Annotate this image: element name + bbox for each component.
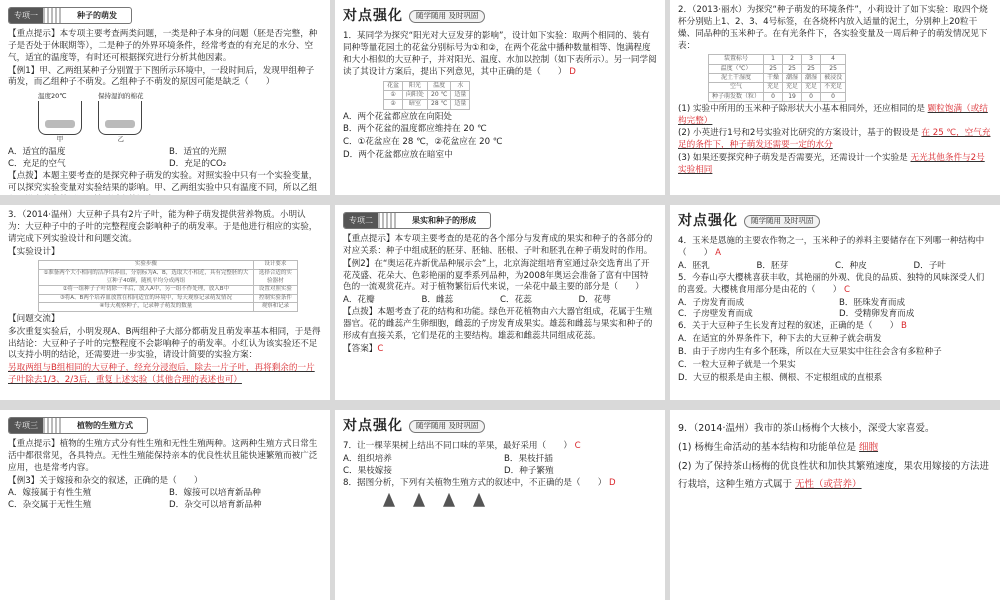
table-cell: 干燥 (764, 73, 783, 82)
table-cell: 花盆 (384, 81, 403, 90)
option-b: B．嫁接可以培育新品种 (169, 488, 261, 499)
table-cell: ④每天观察种子，记录种子萌发的数量 (39, 303, 254, 312)
answer-label: 【答案】 (343, 343, 378, 354)
option-c: C．一粒大豆种子就是一个果实 (678, 359, 796, 370)
question-9: 9．（2014·温州）我市的茶山杨梅个大核小，深受大家喜爱。 (678, 423, 935, 434)
table-cell: 水 (451, 81, 470, 90)
table-cell: 2 (783, 55, 802, 64)
option-d: D．大豆的根系是由主根、侧根、不定根组成的直根系 (678, 372, 883, 383)
sub-question-text: (3) 如果还要探究种子萌发是否需要光，还需设计一个实验是 (678, 153, 908, 164)
option-b: B．胚芽 (756, 261, 789, 272)
table-cell: 充足 (764, 83, 783, 92)
answer-value: 另取两组与B组相同的大豆种子，经充分浸泡后，除去一片子叶，再将剩余的一片子叶除去1/3、2/3后，重复上述实验（其他合理的表述也可） (8, 363, 315, 386)
option-a: A．子房发育而成 (678, 297, 745, 308)
question-3: 3．（2014·温州）大豆种子具有2片子叶，能为种子萌发提供营养物质。小明认为：大豆种子中的子叶的完整程度会影响种子的萌发率。于是他进行相应的实验，请完成下列实验设计和问题交流。 (8, 210, 318, 244)
answer-value: C (574, 441, 581, 452)
option-d: D．种子繁殖 (504, 466, 554, 477)
header-title: 对点强化 (343, 8, 403, 24)
design-label: 【实验设计】 (8, 246, 60, 257)
discuss-label: 【问题交流】 (8, 313, 60, 324)
answer-value: D (569, 66, 576, 77)
sub-question-text: (1) 杨梅生命活动的基本结构和功能单位是 (678, 442, 856, 454)
table-cell: 阳光 (403, 81, 428, 90)
table-cell: 4 (821, 55, 846, 64)
key-tip: 【重点提示】本专项主要考查的是花的各个部分与发育成的果实和种子的各部分的对应关系：种子中组成胚的胚芽、胚轴、胚根、子叶和胚乳在种子萌发时的作用。 (343, 234, 653, 256)
cotton-label: 保持湿润的棉花 (98, 92, 144, 101)
header-pill: 随学随用 及时巩固 (409, 420, 485, 432)
table-cell: 温度（℃） (709, 64, 764, 73)
slide-header (8, 7, 132, 24)
question-5 (678, 273, 992, 297)
table-cell: ③将A、B两个培养皿放置在相同适宜的环境中，每天观察记录萌发情况 (39, 294, 254, 303)
slide-6 (670, 205, 1000, 400)
header-title: 对点强化 (678, 213, 738, 229)
jar-yi (98, 101, 142, 135)
question-text: 8．据图分析，下列有关植物生殖方式的叙述中，不正确的是（ ） (343, 477, 607, 488)
answer-value: 在 25 ℃，空气充足的条件下，种子萌发还需要一定的水分 (678, 128, 991, 151)
header-decoration (43, 8, 63, 23)
option-b: B．两个花盆的温度都应维持在 20 ℃ (343, 124, 487, 135)
answer-value: 无性（或营养） (795, 479, 862, 491)
question-4 (678, 236, 992, 260)
slide-3 (670, 0, 1000, 195)
table-cell: 被浸没 (821, 73, 846, 82)
slide-header (343, 417, 485, 436)
example-question: 【例2】在“奥运花卉新优品种展示会”上，北京海淀组培育室通过杂交选育出了开花茂盛、花朵大、色彩艳丽的夏季系列品种，为2008年奥运会准备了富有中国特色的一流观赏花卉。对于植物繁衍后代来说，一朵花中最主要的部分是（ ） (343, 258, 650, 293)
plant-icon (443, 493, 455, 507)
question-6 (678, 321, 992, 333)
table-cell: 3 (802, 55, 821, 64)
table-cell: 0 (802, 92, 821, 101)
slide-4 (0, 205, 330, 400)
table-cell: 充足 (783, 83, 802, 92)
comment: 【点拨】本题主要考查的是探究种子萌发的实验。对照实验中只有一个实验变量，可以探究实验变量对实验结果的影响。甲、乙两组实验中只有温度不同，所以乙组 (8, 170, 318, 193)
plant-figure (383, 493, 657, 507)
question-text: 4．玉米是恩施的主要农作物之一，玉米种子的养料主要储存在下列哪一种结构中（ ） (678, 236, 985, 259)
option-c: C．种皮 (835, 261, 867, 272)
answer-value: 颗粒饱满（或结构完整） (678, 103, 988, 126)
options (343, 295, 657, 307)
option-b: B．果枝扦插 (504, 454, 553, 465)
temp-label: 温度20℃ (38, 92, 67, 101)
slide-5 (335, 205, 665, 400)
answer-value: D (609, 477, 616, 488)
question-2: 2．（2013·丽水）为探究“种子萌发的环境条件”，小莉设计了如下实验：取四个烧杯分别贴上1、2、3、4号标签，在各烧杯内放入适量的泥土，分别种上20粒干燥、同品种的玉米种子。在有光条件下，各实验变量及一周后种子的萌发情况见下表： (678, 5, 988, 51)
option-a: A．两个花盆都应放在向阳处 (343, 111, 453, 122)
table-cell: 潮湿 (802, 73, 821, 82)
sub-question-text: (2) 小英进行1号和2号实验对比研究的方案设计，基于的假设是 (678, 128, 919, 139)
table-cell: 不充足 (821, 83, 846, 92)
slide-2 (335, 0, 665, 195)
header-title: 种子的萌发 (77, 10, 117, 20)
table-cell: 控制实验条件 (253, 294, 297, 303)
table-cell: 适量 (451, 91, 470, 100)
question-1 (343, 31, 657, 78)
table-cell: 20 ℃ (428, 91, 451, 100)
option-a: A．在适宜的外界条件下，种下去的大豆种子就会萌发 (678, 334, 882, 345)
slide-7 (0, 410, 330, 600)
answer-value: B (901, 321, 907, 332)
answer-value: A (715, 248, 722, 259)
table-cell: 25 (821, 64, 846, 73)
table-cell: 25 (802, 64, 821, 73)
table-cell: 25 (783, 64, 802, 73)
answer-value: 无光其他条件与2号实验相同 (678, 153, 985, 176)
option-d: D．受精卵发育而成 (839, 309, 915, 320)
option-d: D．子叶 (913, 261, 946, 272)
key-tip: 【重点提示】植物的生殖方式分有性生殖和无性生殖两种。这两种生殖方式日常生活中都很常见，各具特点。无性生殖能保持亲本的优良性状且能快速繁殖而被广泛应用，也是常考内容。 (8, 439, 318, 473)
slide-1 (0, 0, 330, 195)
options (678, 261, 992, 273)
discuss-text: 多次重复实验后，小明发现A、B两组种子大部分都萌发且萌发率基本相同，于是得出结论：大豆种子子叶的完整程度不会影响种子的萌发率。小红认为该实验还不足以支持小明的结论，还需要进一步实验，请设计简要的实验方案： (8, 326, 321, 361)
experiment-figure (38, 92, 322, 144)
table-cell: 1 (764, 55, 783, 64)
header-title: 植物的生殖方式 (77, 420, 133, 430)
table-cell: ② (384, 100, 403, 109)
sub-question-3 (678, 153, 992, 177)
option-c: C．果枝嫁接 (343, 466, 392, 477)
options (8, 488, 322, 512)
option-c: C．①花盆应在 28 ℃，②花盆应在 20 ℃ (343, 137, 503, 148)
answer-line (343, 344, 657, 356)
option-d: D．杂交可以培育新品种 (169, 500, 262, 511)
example-question: 【例3】关于嫁接和杂交的叙述，正确的是（ ） (8, 475, 203, 486)
table-cell: 选择合适的实验器材 (253, 270, 297, 286)
table-cell: 泥土干湿度 (709, 73, 764, 82)
sub-question-text: (2) 为了保持茶山杨梅的优良性状和加快其繁殖速度，果农用嫁接的方法进行栽培，这种生殖方式属于 (678, 461, 989, 491)
table-cell: 0 (764, 92, 783, 101)
table-cell: 向阳处 (403, 91, 428, 100)
table-cell: 空气 (709, 83, 764, 92)
header-tag: 专项二 (344, 213, 378, 228)
slide-header (8, 417, 148, 434)
table-cell: 设置对照实验 (253, 286, 297, 295)
slide-9 (670, 410, 1000, 600)
table-cell: ②将一组种子子叶切除一半后，放入A中，另一组不作处理，放入B中 (39, 286, 254, 295)
header-tag: 专项三 (9, 418, 43, 433)
options (8, 147, 322, 171)
option-a: A．嫁接属于有性生殖 (8, 488, 92, 499)
table-cell: 25 (764, 64, 783, 73)
option-d: D．两个花盆都应放在暗室中 (343, 150, 453, 161)
table-cell: 温度 (428, 81, 451, 90)
table-cell: 潮湿 (783, 73, 802, 82)
slide-header (343, 212, 491, 229)
design-table (38, 260, 298, 311)
question-7 (343, 441, 657, 453)
option-c: C．子房壁发育而成 (678, 309, 753, 320)
group-jia (38, 92, 82, 144)
header-title: 对点强化 (343, 418, 403, 434)
option-b: B．雌蕊 (421, 295, 454, 306)
sub-question-2 (678, 458, 992, 494)
table-cell: 设计要求 (253, 261, 297, 270)
slide-header (678, 212, 820, 231)
question-text: 5．今春山亭大樱桃喜获丰收，其艳丽的外观、优良的品质、独特的风味深受人们的喜爱。大樱桃食用部分是由花的（ ） (678, 272, 985, 295)
header-decoration (378, 213, 398, 228)
header-pill: 随学随用 及时巩固 (409, 10, 485, 22)
sub-question-1 (678, 439, 992, 457)
options (343, 454, 657, 478)
slide-8 (335, 410, 665, 600)
jar-jia (38, 101, 82, 135)
plant-icon (413, 493, 425, 507)
group-jia-label: 甲 (56, 135, 64, 144)
sub-question-text: (1) 实验中所用的玉米种子除形状大小基本相同外，还应相同的是 (678, 103, 925, 114)
question-8 (343, 478, 657, 490)
options (678, 298, 992, 322)
table-cell: 暗室 (403, 100, 428, 109)
table-cell: 实验步骤 (39, 261, 254, 270)
table-cell: 28 ℃ (428, 100, 451, 109)
table-cell: 观察和记录 (253, 303, 297, 312)
group-yi-label: 乙 (117, 135, 124, 144)
table-cell: ① (384, 91, 403, 100)
sub-question-1 (678, 104, 992, 128)
sub-question-2 (678, 128, 992, 152)
answer-value: C (377, 343, 384, 354)
plant-icon (383, 493, 395, 507)
table-cell: ①准备两个大小相同的洁净培养皿，分别标为A、B，选取大小相近，具有完整胚的大豆种子40颗，随机平均分成两组 (39, 270, 254, 286)
option-d: D．花萼 (578, 295, 611, 306)
header-pill: 随学随用 及时巩固 (744, 215, 820, 227)
table-cell: 装置标号 (709, 55, 764, 64)
table-cell: 0 (821, 92, 846, 101)
question-text: 6．关于大豆种子生长发育过程的叙述，正确的是（ ） (678, 321, 899, 332)
table-cell: 适量 (451, 100, 470, 109)
option-a: A．适宜的温度 (8, 147, 66, 158)
answer-value: 细胞 (859, 442, 879, 454)
option-a: A．花瓣 (343, 295, 375, 306)
table-cell: 19 (783, 92, 802, 101)
group-yi (98, 92, 144, 144)
plant-icon (473, 493, 485, 507)
comment: 【点拨】本题考查了花的结构和功能。绿色开花植物由六大器官组成，花属于生殖器官。花的雌蕊产生卵细胞，雌蕊的子房发育成果实。雄蕊和雌蕊与果实和种子的形成有直接关系，它们是花的主要结构。雄蕊和雌蕊共同组成花蕊。 (343, 307, 653, 341)
question-text: 7．让一棵苹果树上结出不同口味的苹果，最好采用（ ） (343, 441, 572, 452)
option-b: B．适宜的光照 (169, 147, 227, 158)
option-c: C．杂交属于无性生殖 (8, 500, 92, 511)
option-d: D．充足的CO₂ (169, 159, 227, 170)
option-c: C．充足的空气 (8, 159, 66, 170)
table-cell: 充足 (802, 83, 821, 92)
option-a: A．组织培养 (343, 454, 392, 465)
option-b: B．由于子房内生有多个胚珠，所以在大豆果实中往往会含有多粒种子 (678, 347, 942, 358)
data-table (708, 54, 846, 101)
data-table (383, 81, 470, 110)
option-c: C．花蕊 (500, 295, 532, 306)
option-b: B．胚珠发育而成 (839, 297, 906, 308)
header-tag: 专项一 (9, 8, 43, 23)
question-text: 1．某同学为探究“阳光对大豆发芽的影响”，设计如下实验：取两个相同的、装有同种等量花园土的花盆分别标号为①和②，在两个花盆中播种数量相等、饱满程度和大小相似的大豆种子，并对阳光、温度、水加以控制（如下表所示）。另一同学阅读了其设计方案后，提出下列意见，其中正确的是（ ） (343, 31, 657, 77)
slide-header (343, 7, 485, 26)
table-cell: 种子萌发数（粒） (709, 92, 764, 101)
header-title: 果实和种子的形成 (412, 215, 476, 225)
key-tip: 【重点提示】本专项主要考查两类问题，一类是种子本身的问题（胚是否完整，种子是否处于休眠期等），二是种子的外界环境条件，经常考查的有充足的水分、空气，适宜的温度等，有时还可根据探究进行分析其他因素。 (8, 29, 318, 63)
header-decoration (43, 418, 63, 433)
answer-value: C (844, 284, 851, 295)
example-question: 【例1】甲、乙两组某种子分别置于下图所示环境中，一段时间后，发现甲组种子萌发，而乙组种子不萌发。乙组种子不萌发的原因可能是缺乏（ ） (8, 65, 315, 88)
option-a: A．胚乳 (678, 261, 710, 272)
